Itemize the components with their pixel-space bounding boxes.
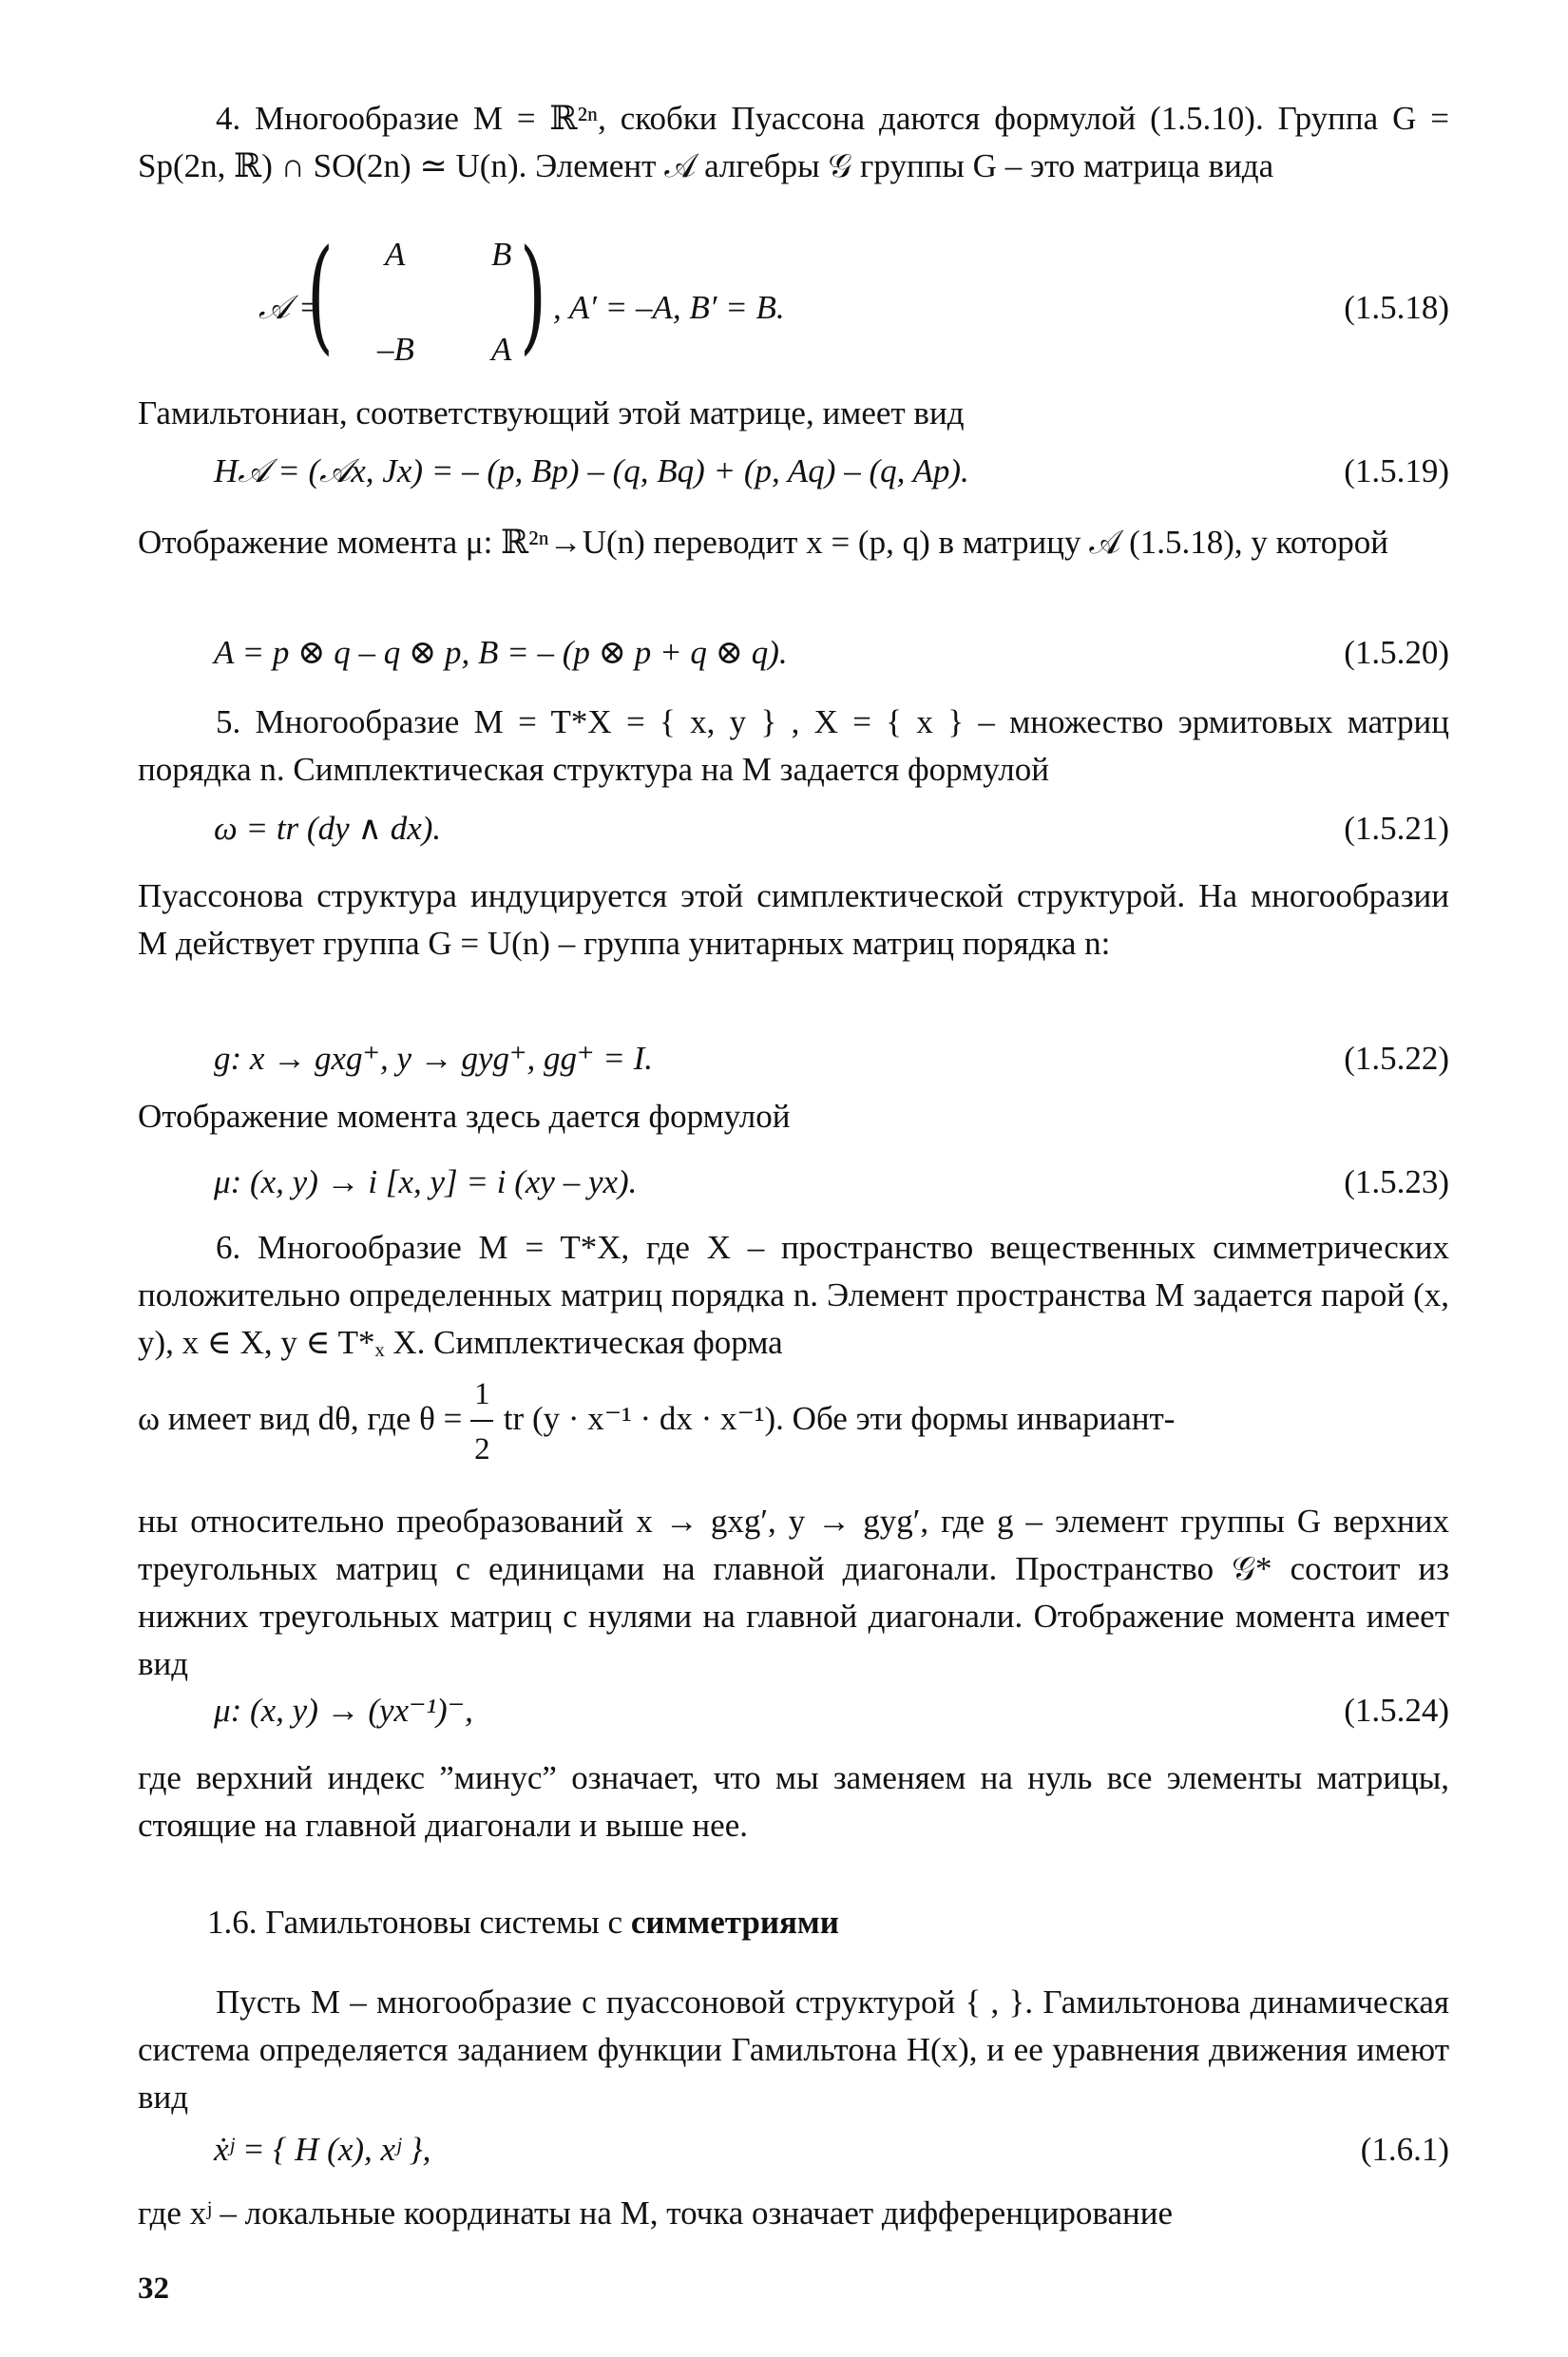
equation-1-5-21: ω = tr (dy ∧ dx). (214, 810, 442, 847)
section-title-plain: Гамильтоновы системы с (257, 1904, 631, 1941)
paragraph-moment-map-2: Отображение момента здесь дается формулой (138, 1098, 791, 1135)
paragraph-hamiltonian-systems: Пусть M – многообразие с пуассоновой структурой { , }. Гамильтонова динамическая система определяется заданием функции Гамильтона H(x), и ее уравнения движения имеют вид (138, 1983, 1449, 2116)
equation-1-5-22: g: x → gxg⁺, y → gyg⁺, gg⁺ = I. (214, 1040, 653, 1077)
fraction (470, 1376, 495, 1466)
matrix-rhs: , A′ = –A, B′ = B. (553, 289, 785, 326)
eq-number-1-5-22: (1.5.22) (1344, 1040, 1449, 1077)
eq-number-1-5-21: (1.5.21) (1344, 810, 1449, 847)
paragraph-item-5: 5. Многообразие M = T*X = { x, y } , X = { x } – множество эрмитовых матриц порядка n. Симплектическая структура на M задается формулой (138, 703, 1449, 788)
matrix-entry-b: B (491, 236, 512, 273)
page-number: 32 (138, 2271, 169, 2306)
fraction-line-pre: ω имеет вид dθ, где θ = (138, 1400, 471, 1437)
eq-number-1-5-20: (1.5.20) (1344, 634, 1449, 671)
paragraph-hamiltonian: Гамильтониан, соответствующий этой матрице, имеет вид (138, 394, 965, 431)
equation-1-5-24: μ: (x, y) → (yx⁻¹)⁻, (214, 1692, 473, 1729)
matrix-lhs: 𝒜 = (258, 289, 321, 326)
equation-1-6-1: ẋʲ = { H (x), xʲ }, (214, 2131, 431, 2168)
paragraph-item-4: 4. Многообразие M = ℝ²ⁿ, скобки Пуассона даются формулой (1.5.10). Группа G = Sp(2n, ℝ) ∩ SO(2n) ≃ U(n). Элемент 𝒜 алгебры 𝒢 группы G – это матрица вида (138, 100, 1449, 184)
matrix-entry-a: A (385, 236, 406, 273)
fraction-numerator: 1 (474, 1376, 490, 1411)
eq-number-1-5-23: (1.5.23) (1344, 1163, 1449, 1200)
section-number: 1.6. (207, 1904, 258, 1941)
eq-number-1-5-19: (1.5.19) (1344, 452, 1449, 489)
equation-1-5-20: A = p ⊗ q – q ⊗ p, B = – (p ⊗ p + q ⊗ q). (214, 634, 788, 671)
paragraph-moment-map: Отображение момента μ: ℝ²ⁿ→U(n) переводит x = (p, q) в матрицу 𝒜 (1.5.18), у которой (138, 524, 1388, 561)
matrix-entry-a2: A (491, 331, 512, 368)
paragraph-poisson: Пуассонова структура индуцируется этой симплектической структурой. На многообразии M действует группа G = U(n) – группа унитарных матриц порядка n: (138, 877, 1449, 962)
paragraph-item-6-cont: ны относительно преобразований x → gxg′, y → gyg′, где g – элемент группы G верхних треугольных матриц с единицами на главной диагонали. Пространство 𝒢* состоит из нижних треугольных матриц с нулями на главной диагонали. Отображение момента имеет вид (138, 1503, 1449, 1682)
right-paren: ) (520, 222, 546, 367)
equation-1-5-19: H𝒜 = (𝒜x, Jx) = – (p, Bp) – (q, Bq) + (p, Aq) – (q, Ap). (214, 452, 969, 489)
section-title-bold: симметриями (630, 1904, 839, 1941)
paragraph-minus-superscript: где верхний индекс ”минус” означает, что мы заменяем на нуль все элементы матрицы, стоящие на главной диагонали и выше нее. (138, 1759, 1449, 1844)
eq-number-1-5-24: (1.5.24) (1344, 1692, 1449, 1729)
fraction-line-post: tr (y · x⁻¹ · dx · x⁻¹). Обе эти формы инвариант- (495, 1400, 1176, 1437)
paragraph-item-6: 6. Многообразие M = T*X, где X – пространство вещественных симметрических положительно определенных матриц порядка n. Элемент пространства M задается парой (x, y), x ∈ X, y ∈ T*ₓ X. Симплектическая форма (138, 1229, 1449, 1361)
eq-number-1-5-18: (1.5.18) (1344, 289, 1449, 326)
fraction-denominator: 2 (474, 1431, 490, 1466)
fraction-bar (470, 1420, 493, 1422)
equation-1-5-23: μ: (x, y) → i [x, y] = i (xy – yx). (214, 1163, 638, 1200)
section-heading (207, 1899, 839, 1946)
paragraph-item-6-fraction-line (138, 1376, 1449, 1466)
left-paren: ( (307, 222, 334, 367)
eq-number-1-6-1: (1.6.1) (1360, 2131, 1449, 2168)
matrix-entry-minus-b: –B (377, 331, 414, 368)
paragraph-local-coordinates: где xʲ – локальные координаты на M, точка означает дифференцирование (138, 2194, 1173, 2232)
